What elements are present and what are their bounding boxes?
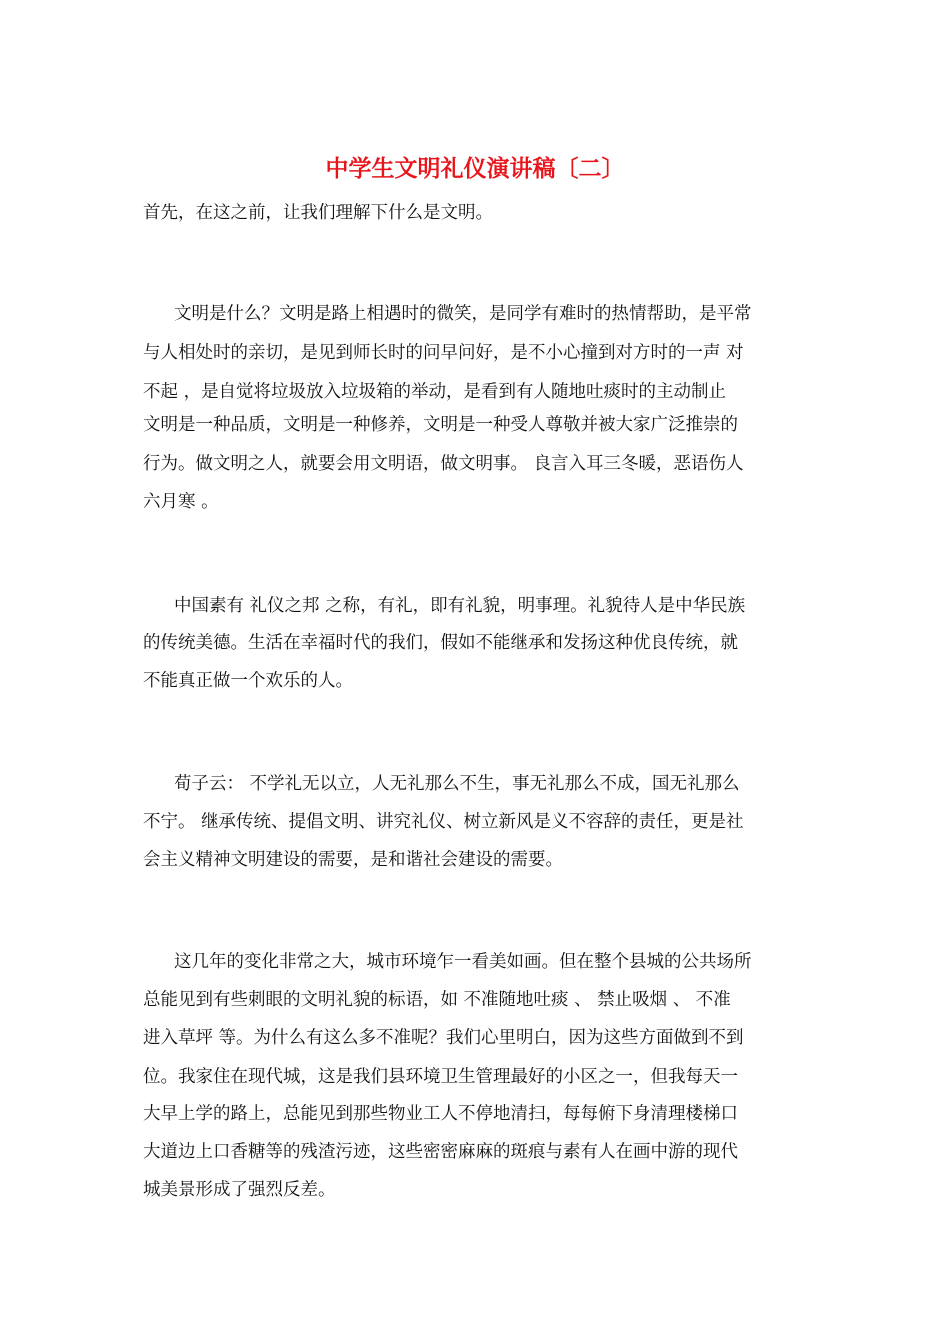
paragraph-line: 中国素有 礼仪之邦 之称，有礼，即有礼貌，明事理。礼貌待人是中华民族 [174, 596, 746, 616]
paragraph-line: 城美景形成了强烈反差。 [143, 1180, 336, 1200]
paragraph-line: 行为。做文明之人，就要会用文明语，做文明事。 良言入耳三冬暖，恶语伤人 [143, 454, 744, 474]
paragraph-line: 总能见到有些刺眼的文明礼貌的标语，如 不准随地吐痰 、 禁止吸烟 、 不准 [143, 990, 731, 1010]
paragraph-line: 文明是什么？文明是路上相遇时的微笑，是同学有难时的热情帮助，是平常 [174, 304, 752, 324]
paragraph-line: 荀子云： 不学礼无以立，人无礼那么不生，事无礼那么不成，国无礼那么 [174, 774, 740, 794]
paragraph-line: 会主义精神文明建设的需要，是和谐社会建设的需要。 [143, 850, 563, 870]
paragraph-line: 位。我家住在现代城，这是我们县环境卫生管理最好的小区之一，但我每天一 [143, 1067, 738, 1087]
paragraph-line: 与人相处时的亲切，是见到师长时的问早问好，是不小心撞到对方时的一声 对 [143, 343, 744, 363]
paragraph-line: 大早上学的路上，总能见到那些物业工人不停地清扫，每每俯下身清理楼梯口 [143, 1104, 738, 1124]
paragraph-line: 这几年的变化非常之大，城市环境乍一看美如画。但在整个县城的公共场所 [174, 952, 752, 972]
intro-line: 首先，在这之前，让我们理解下什么是文明。 [143, 203, 493, 223]
paragraph-line: 进入草坪 等。为什么有这么多不准呢？我们心里明白，因为这些方面做到不到 [143, 1028, 744, 1048]
document-title: 中学生文明礼仪演讲稿〔二〕 [325, 156, 625, 182]
paragraph-line: 不起 ，是自觉将垃圾放入垃圾箱的举动，是看到有人随地吐痰时的主动制止 [143, 382, 727, 402]
paragraph-line: 不宁。 继承传统、提倡文明、讲究礼仪、树立新风是义不容辞的责任，更是社 [143, 812, 744, 832]
paragraph-line: 大道边上口香糖等的残渣污迹，这些密密麻麻的斑痕与素有人在画中游的现代 [143, 1142, 738, 1162]
paragraph-line: 的传统美德。生活在幸福时代的我们，假如不能继承和发扬这种优良传统，就 [143, 633, 738, 653]
paragraph-line: 六月寒 。 [143, 492, 219, 512]
paragraph-line: 文明是一种品质，文明是一种修养，文明是一种受人尊敬并被大家广泛推崇的 [143, 415, 738, 435]
paragraph-line: 不能真正做一个欢乐的人。 [143, 671, 353, 691]
